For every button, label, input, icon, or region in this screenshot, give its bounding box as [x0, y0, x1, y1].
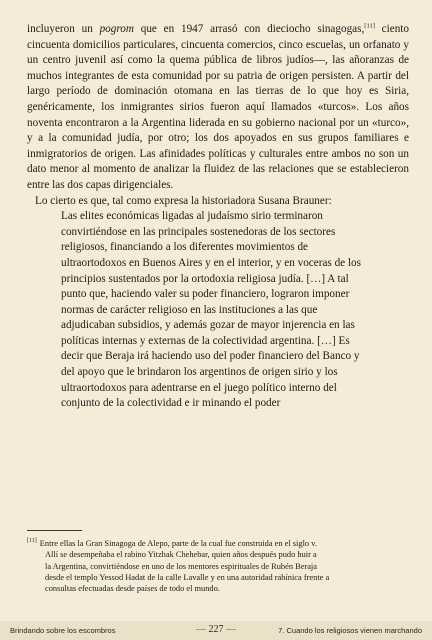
footnote-reference[interactable]: [11] — [364, 22, 375, 30]
chapter-title: 7. Cuando los religiosos vienen marchando — [278, 626, 422, 635]
footnote-mark: [11] — [27, 538, 37, 545]
pogrom-term: pogrom — [99, 23, 134, 35]
footnote-line: desde el templo Yessod Hadat de la calle Lavalle y en una autoridad rabínica frente a — [45, 572, 330, 582]
footnote-line: [11] Entre ellas la Gran Sinagoga de Alepo, parte de la cual fue construida en el siglo v. — [27, 538, 317, 548]
footnote-line: consultas efectuadas desde países de todo el mundo. — [45, 584, 220, 594]
footnote-line: la Argentina, convirtiéndose en uno de los mentores espirituales de Rubén Beraja — [45, 561, 317, 571]
paragraph-1: incluyeron un pogrom que en 1947 arrasó con dieciocho sinagogas,[11] ciento cincuenta domicilios particulares, cincuenta comercios, cinco escuelas, un orfanato y un centro juvenil así como la quema pública de libros judíos—, las añoranzas de muchos integrantes de esta comunidad por su patria de origen persisten. A partir del largo período de dominación otomana en las tierras de lo que hoy es Siria, genéricamente, los inmigrantes sirios fueron aquí llamados «turcos». Los años noventa encontraron a la Argentina liderada en su gobierno nacional por un «turco», y a la comunidad judía, por otro; los dos apoyados en sus grupos familiares e inmigratorios de origen. Las afinidades políticas y culturales entre ambos no son un dato menor al momento de analizar la fluidez de las relaciones que se establecieron entre las dos capas dirigenciales. — [27, 22, 409, 191]
page-number: 227 — [208, 624, 224, 635]
footnote-divider — [27, 530, 82, 531]
book-title: Brindando sobre los escombros — [10, 626, 116, 635]
footnote — [27, 538, 407, 594]
block-quote: Las elites económicas ligadas al judaísmo sirio terminaron convirtiéndose en las principales sostenedoras de los sectores religiosos, financiando a los diferentes movimientos de ultraortodoxos en Buenos Aires y en el interior, y en voceras de los principios sustentados por la ortodoxia religiosa judía. […] A tal punto que, haciendo valer su poder financiero, lograron imponer normas de carácter religioso en las instituciones a las que adjudicaban subsidios, y además gozar de mayor injerencia en las políticas internas y externas de la colectividad argentina. […] Es decir que Beraja irá haciendo uso del poder financiero del Banco y del apoyo que le brindaron los argentinos de origen sirio y los ultraortodoxos para adentrarse en el juego político interno del conjunto de la colectividad e ir minando el poder — [61, 210, 361, 410]
main-text — [27, 22, 409, 412]
page-footer — [0, 621, 432, 640]
paragraph-2: Lo cierto es que, tal como expresa la historiadora Susana Brauner: — [35, 194, 332, 207]
page-number-wrap: — 227 — — [196, 624, 236, 635]
footnote-line: Allí se desempeñaba el rabino Yitzhak Chehebar, quien años después pudo huir a — [45, 550, 317, 560]
